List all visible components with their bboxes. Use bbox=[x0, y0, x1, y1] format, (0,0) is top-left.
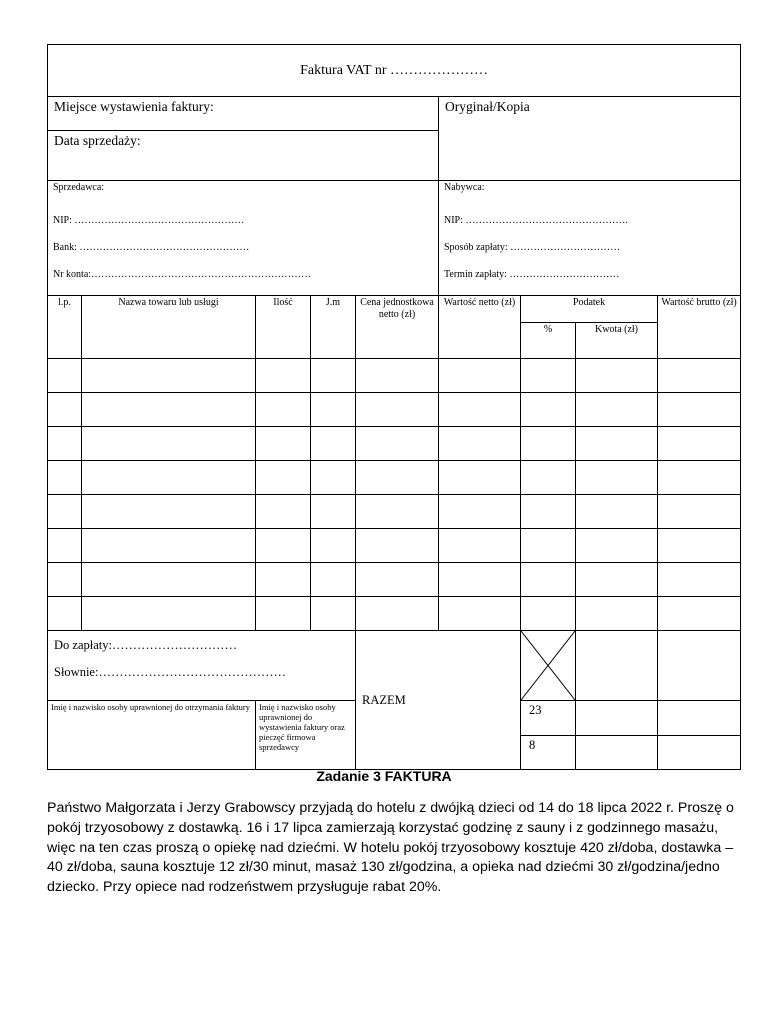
original-copy-label: Oryginał/Kopia bbox=[439, 97, 741, 181]
col-tax-percent: % bbox=[521, 323, 576, 359]
invoice-form bbox=[47, 44, 741, 770]
seller-label: Sprzedawca: bbox=[53, 182, 105, 193]
seller-account: Nr konta:………………………………………………………… bbox=[53, 269, 312, 280]
seller-section bbox=[48, 181, 439, 296]
task-title: Zadanie 3 FAKTURA bbox=[316, 768, 452, 784]
seller-bank: Bank: …………………………………………… bbox=[53, 242, 250, 253]
issue-place-label: Miejsce wystawienia faktury: bbox=[48, 97, 439, 131]
col-item-name: Nazwa towaru lub usługi bbox=[82, 296, 256, 359]
table-row bbox=[48, 529, 741, 563]
col-unit: J.m bbox=[311, 296, 356, 359]
col-quantity: Ilość bbox=[256, 296, 311, 359]
buyer-section bbox=[439, 181, 741, 296]
seller-nip: NIP: …………………………………………… bbox=[53, 215, 245, 226]
col-tax-amount: Kwota (zł) bbox=[576, 323, 658, 359]
vat-rate-8: 8 bbox=[521, 736, 576, 770]
buyer-label: Nabywca: bbox=[444, 182, 485, 193]
col-tax: Podatek bbox=[521, 296, 658, 323]
payment-summary bbox=[48, 631, 356, 701]
sale-date-label: Data sprzedaży: bbox=[48, 131, 439, 181]
table-row bbox=[48, 461, 741, 495]
total-label: RAZEM bbox=[356, 631, 521, 770]
table-row bbox=[48, 427, 741, 461]
crossed-cell bbox=[521, 631, 576, 701]
receiver-signature-label: Imię i nazwisko osoby uprawnionej do otrzymania faktury bbox=[48, 701, 256, 770]
to-pay-label: Do zapłaty:………………………… bbox=[54, 638, 237, 652]
col-gross-value: Wartość brutto (zł) bbox=[658, 296, 741, 359]
col-lp: l.p. bbox=[48, 296, 82, 359]
invoice-title: Faktura VAT nr ………………… bbox=[48, 45, 741, 97]
col-unit-price: Cena jednostkowa netto (zł) bbox=[356, 296, 439, 359]
col-net-value: Wartość netto (zł) bbox=[439, 296, 521, 359]
table-row bbox=[48, 563, 741, 597]
payment-method: Sposób zapłaty: …………………………… bbox=[444, 242, 621, 253]
issuer-signature-label: Imię i nazwisko osoby uprawnionej do wystawienia faktury oraz pieczęć firmowa sprzedawcy bbox=[256, 701, 356, 770]
buyer-nip: NIP: …………………………………………. bbox=[444, 215, 628, 226]
task-description: Państwo Małgorzata i Jerzy Grabowscy przyjadą do hotelu z dwójką dzieci od 14 do 18 lipca 2022 r. Proszę o pokój trzyosobowy z dostawką. 16 i 17 lipca zamierzają korzystać godzinę z sauny i z godzinnego masażu, więc na ten czas proszą o opiekę nad dziećmi. W hotelu pokój trzyosobowy kosztuje 420 zł/doba, dostawka – 40 zł/doba, sauna kosztuje 12 zł/30 minut, masaż 130 zł/godzina, a opieka nad dziećmi 30 zł/godzina/jedno dziecko. Przy opiece nad rodzeństwem przysługuje rabat 20%. bbox=[47, 800, 734, 896]
table-row bbox=[48, 597, 741, 631]
in-words-label: Słownie:……………………………………… bbox=[54, 665, 286, 679]
vat-rate-23: 23 bbox=[521, 701, 576, 736]
payment-term: Termin zapłaty: …………………………… bbox=[444, 269, 620, 280]
table-row bbox=[48, 359, 741, 393]
table-row bbox=[48, 495, 741, 529]
table-row bbox=[48, 393, 741, 427]
cross-mark-icon bbox=[521, 631, 575, 700]
